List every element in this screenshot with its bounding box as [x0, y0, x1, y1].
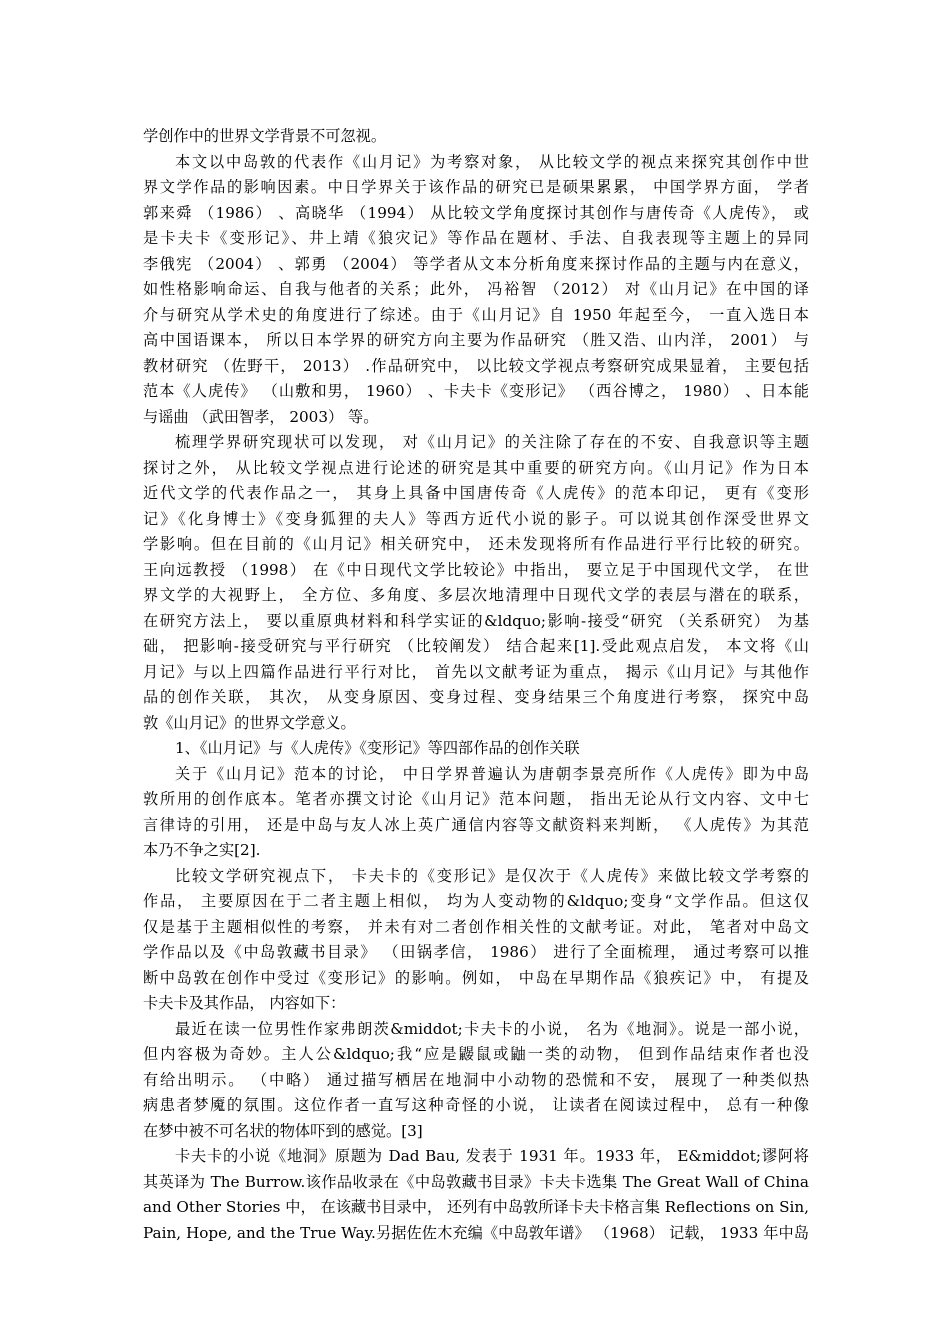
text-line: 比较文学研究视点下， 卡夫卡的《变形记》是仅次于《人虎传》来做比较文学考察的 [175, 866, 809, 885]
text-line: 是卡夫卡《变形记》、井上靖《狼灾记》等作品在题材、手法、自我表现等主题上的异同 [143, 229, 809, 247]
text-line: 学创作中的世界文学背景不可忽视。 [143, 127, 386, 145]
text-line: 梳理学界研究现状可以发现， 对《山月记》的关注除了存在的不安、自我意识等主题 [175, 433, 809, 451]
text-line: 界文学作品的影响因素。中日学界关于该作品的研究已是硕果累累， 中国学界方面， 学者 [143, 178, 809, 196]
paragraph [143, 736, 809, 762]
text-line: 仅是基于主题相似性的考察， 并未有对二者创作相关性的文献考证。对此， 笔者对中岛文 [143, 917, 809, 936]
text-line: 敦《山月记》的世界文学意义。 [143, 713, 356, 732]
text-line: 敦所用的创作底本。笔者亦撰文讨论《山月记》范本问题， 指出无论从行文内容、文中七 [143, 790, 809, 808]
text-line: 如性格影响命运、自我与他者的关系；此外， 冯裕智 （2012） 对《山月记》在中国的译 [143, 280, 809, 298]
text-line: 介与研究从学术史的角度进行了综述。由于《山月记》自 1950 年起至今， 一直入选日本 [143, 305, 809, 324]
text-line: 探讨之外， 从比较文学视点进行论述的研究是其中重要的研究方向。《山月记》作为日本 [143, 458, 809, 477]
text-line: 学作品以及《中岛敦藏书目录》 （田锅孝信， 1986） 进行了全面梳理， 通过考察可以推 [143, 943, 809, 961]
paragraph [143, 762, 809, 864]
text-line: 断中岛敦在创作中受过《变形记》的影响。例如， 中岛在早期作品《狼疾记》中， 有提及 [143, 968, 809, 987]
text-line: 本文以中岛敦的代表作《山月记》为考察对象， 从比较文学的视点来探究其创作中世 [175, 152, 809, 171]
text-line: 李俄宪 （2004） 、郭勇 （2004） 等学者从文本分析角度来探讨作品的主题与内在意义， [143, 254, 809, 273]
text-line: 言律诗的引用， 还是中岛与友人冰上英广通信内容等文献资料来判断， 《人虎传》为其范 [143, 815, 809, 834]
text-line: 高中国语课本， 所以日本学界的研究方向主要为作品研究 （胜又浩、山内洋， 2001） 与 [143, 331, 809, 349]
text-line: 在研究方法上， 要以重原典材料和科学实证的&ldquo;影响-接受“研究 （关系研究） 为基 [143, 611, 809, 630]
text-line: 但内容极为奇妙。主人公&ldquo;我“应是鼹鼠或鼬一类的动物， 但到作品结束作者也没 [143, 1045, 809, 1063]
text-line: 关于《山月记》范本的讨论， 中日学界普遍认为唐朝李景亮所作《人虎传》即为中岛 [175, 764, 809, 783]
text-line: 品的创作关联， 其次， 从变身原因、变身过程、变身结果三个角度进行考察， 探究中岛 [143, 688, 809, 706]
text-line: 王向远教授 （1998） 在《中日现代文学比较论》中指出， 要立足于中国现代文学， 在世 [143, 560, 809, 579]
text-line: 最近在读一位男性作家弗朗茨&middot;卡夫卡的小说， 名为《地洞》。说是一部小说， [175, 1019, 809, 1038]
text-line: 记》《化身博士》《变身狐狸的夫人》等西方近代小说的影子。可以说其创作深受世界文 [143, 509, 809, 528]
text-line: 础， 把影响-接受研究与平行研究 （比较阐发） 结合起来[1].受此观点启发， 本文将《山 [143, 637, 809, 655]
text-line: 在梦中被不可名状的物体吓到的感觉。[3] [143, 1121, 423, 1140]
text-line: 1、《山月记》与《人虎传》《变形记》等四部作品的创作关联 [175, 739, 580, 757]
text-line: 月记》与以上四篇作品进行平行对比， 首先以文献考证为重点， 揭示《山月记》与其他作 [143, 662, 809, 681]
text-line: 其英译为 The Burrow.该作品收录在《中岛敦藏书目录》卡夫卡选集 The Great Wall of China [143, 1172, 809, 1191]
text-line: Pain, Hope, and the True Way.另据佐佐木充编《中岛敦年谱》 （1968） 记载， 1933 年中岛 [143, 1223, 809, 1242]
text-line: 范本《人虎传》 （山敷和男， 1960） 、卡夫卡《变形记》 （西谷博之， 1980） 、日本能 [143, 382, 809, 400]
text-line: 近代文学的代表作品之一， 其身上具备中国唐传奇《人虎传》的范本印记， 更有《变形 [143, 484, 809, 502]
text-line: 卡夫卡的小说《地洞》原题为 Dad Bau, 发表于 1931 年。1933 年， E&middot;谬阿将 [175, 1147, 809, 1165]
text-line: 有给出明示。 （中略） 通过描写栖居在地洞中小动物的恐慌和不安， 展现了一种类似热 [143, 1070, 809, 1089]
paragraph [143, 124, 809, 150]
text-line: 郭来舜 （1986） 、高晓华 （1994） 从比较文学角度探讨其创作与唐传奇《人虎传》， 或 [143, 203, 809, 222]
text-line: 卡夫卡及其作品， 内容如下： [143, 994, 346, 1012]
paragraph [143, 430, 809, 736]
text-line: 学影响。但在目前的《山月记》相关研究中， 还未发现将所有作品进行平行比较的研究。 [143, 535, 809, 553]
document-page [143, 124, 809, 1246]
text-line: 本乃不争之实[2]. [143, 841, 261, 859]
text-line: and Other Stories 中， 在该藏书目录中， 还列有中岛敦所译卡夫卡格言集 Reflections on Sin, [143, 1198, 809, 1216]
paragraph [143, 1144, 809, 1246]
paragraph [143, 150, 809, 431]
paragraph [143, 864, 809, 1017]
paragraph [143, 1017, 809, 1145]
text-line: 病患者梦魇的氛围。这位作者一直写这种奇怪的小说， 让读者在阅读过程中， 总有一种像 [143, 1096, 809, 1114]
text-line: 教材研究 （佐野干， 2013） .作品研究中， 以比较文学视点考察研究成果显着， 主要包括 [143, 356, 809, 375]
text-line: 与谣曲 （武田智孝， 2003） 等。 [143, 407, 379, 426]
text-line: 作品， 主要原因在于二者主题上相似， 均为人变动物的&ldquo;变身“文学作品。但这仅 [143, 892, 809, 910]
text-line: 界文学的大视野上， 全方位、多角度、多层次地清理中日现代文学的表层与潜在的联系， [143, 586, 809, 604]
